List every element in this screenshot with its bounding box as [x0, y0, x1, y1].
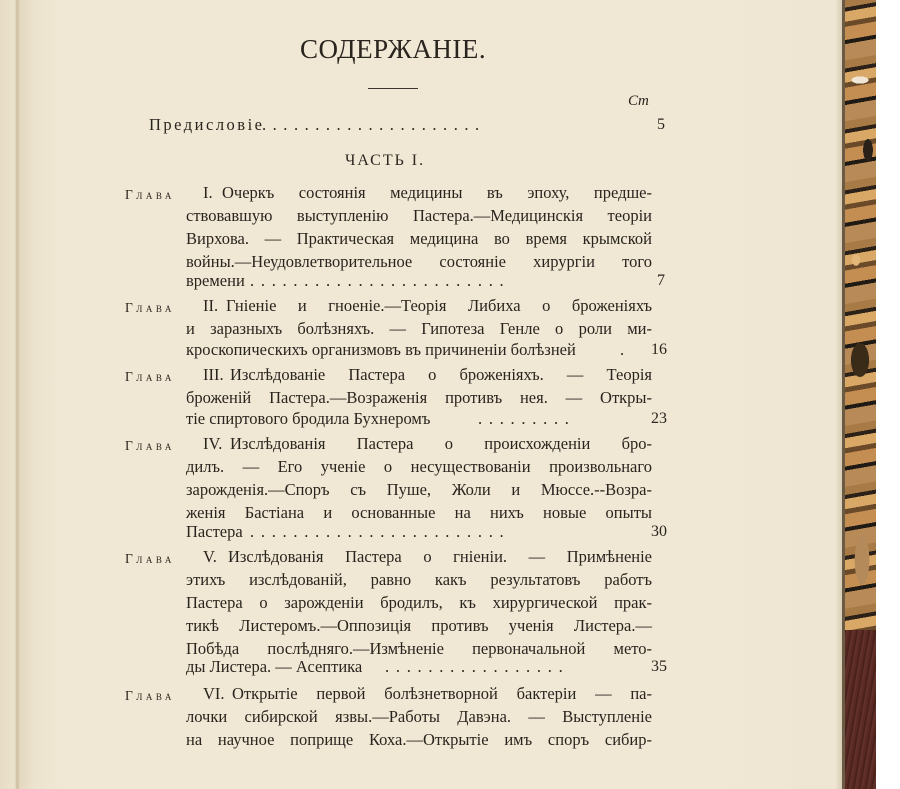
chapter-line: Очеркъ состоянія медицины въ эпоху, предше- — [222, 183, 652, 202]
chapter-prefix: Глава — [125, 688, 175, 703]
book-fore-edge — [842, 0, 876, 789]
leader-dots: . . . . . . . . . . . . . . . . . . . . . . . . — [250, 271, 505, 290]
chapter-line: лочки сибирской язвы.—Работы Давэна. — Выступленіе — [186, 707, 652, 726]
chapter-page: 16 — [651, 341, 667, 358]
leader-dots: . . . . . . . . . — [478, 409, 571, 428]
chapter-line: войны.—Неудовлетворительное состояніе хирургіи того — [186, 252, 652, 271]
preface-label: Предисловіе — [149, 115, 265, 134]
leader-dots: . . . . . . . . . . . . . . . . . — [385, 657, 565, 676]
chapter-line: тіе спиртового бродила Бухнеромъ — [186, 409, 431, 428]
chapter-line: Пастера — [186, 522, 243, 541]
chapter-line: ствовавшую выступленію Пастера.—Медицинскія теоріи — [186, 206, 652, 225]
chapter-line: женія Бастіана и основанные на нихъ новые опыты — [186, 503, 652, 522]
chapter-numeral: I. — [203, 183, 213, 202]
chapter-line: Пастера о зарожденіи бродилъ, къ хирургической прак- — [186, 593, 652, 612]
leader-dots: . . . . . . . . . . . . . . . . . . . . . . . . — [250, 522, 505, 541]
chapter-numeral: II. — [203, 296, 219, 315]
chapter-line: Изслѣдованія Пастера о происхожденіи бро- — [230, 434, 652, 453]
chapter-prefix: Глава — [125, 187, 175, 202]
chapter-page: 35 — [651, 658, 667, 675]
edge-border — [842, 0, 845, 789]
chapter-line: Гніеніе и гноеніе.—Теорія Либиха о броженіяхъ — [226, 296, 652, 315]
page-title: СОДЕРЖАНІЕ. — [300, 34, 487, 64]
chapter-numeral: VI. — [203, 684, 225, 703]
chapter-line: Вирхова. — Практическая медицина во время крымской — [186, 229, 652, 248]
chapter-line: ды Листера. — Асептика — [186, 657, 363, 676]
chapter-prefix: Глава — [125, 551, 175, 566]
page-column-label: Cm — [628, 93, 649, 109]
chapter-line: этихъ изслѣдованій, равно какъ результатовъ работъ — [186, 570, 652, 589]
chapter-page: 30 — [651, 523, 667, 540]
chapter-line: Изслѣдованіе Пастера о броженіяхъ. — Теорія — [230, 365, 652, 384]
chapter-prefix: Глава — [125, 438, 175, 453]
part-heading: ЧАСТЬ I. — [345, 152, 426, 169]
chapter-line: броженій Пастера.—Возраженія противъ нея. — Откры- — [186, 388, 652, 407]
chapter-line: дилъ. — Его ученіе о несуществованіи произвольнаго — [186, 457, 652, 476]
chapter-page: 7 — [657, 272, 665, 289]
preface-dots: . . . . . . . . . . . . . . . . . . . . . — [262, 115, 481, 134]
chapter-line: Побѣда послѣдняго.—Измѣненіе первоначальной мето- — [186, 639, 652, 658]
title-rule — [368, 88, 418, 89]
leather-binding — [842, 630, 876, 789]
chapter-line: и заразныхъ болѣзняхъ. — Гипотеза Генле о роли ми- — [186, 319, 652, 338]
chapter-line: на научное поприще Коха.—Открытіе имъ споръ сибир- — [186, 730, 652, 749]
preface-page: 5 — [657, 116, 665, 133]
chapter-prefix: Глава — [125, 369, 175, 384]
chapter-prefix: Глава — [125, 300, 175, 315]
chapter-line: времени — [186, 271, 245, 290]
chapter-numeral: IV. — [203, 434, 223, 453]
chapter-line: кроскопическихъ организмовъ въ причиненіи болѣзней — [186, 340, 576, 359]
chapter-line: тикѣ Листеромъ.—Оппозиція противъ ученія Листера.— — [186, 616, 652, 635]
marbled-edge — [842, 0, 876, 630]
chapter-line: Изслѣдованія Пастера о гніеніи. — Примѣненіе — [228, 547, 652, 566]
chapter-page: 23 — [651, 410, 667, 427]
chapter-line: Открытіе первой болѣзнетворной бактеріи — па- — [232, 684, 652, 703]
leader-dots: . — [620, 340, 625, 359]
chapter-numeral: III. — [203, 365, 224, 384]
chapter-line: зарожденія.—Споръ съ Пуше, Жоли и Мюссе.--Возра- — [186, 480, 652, 499]
chapter-numeral: V. — [203, 547, 217, 566]
